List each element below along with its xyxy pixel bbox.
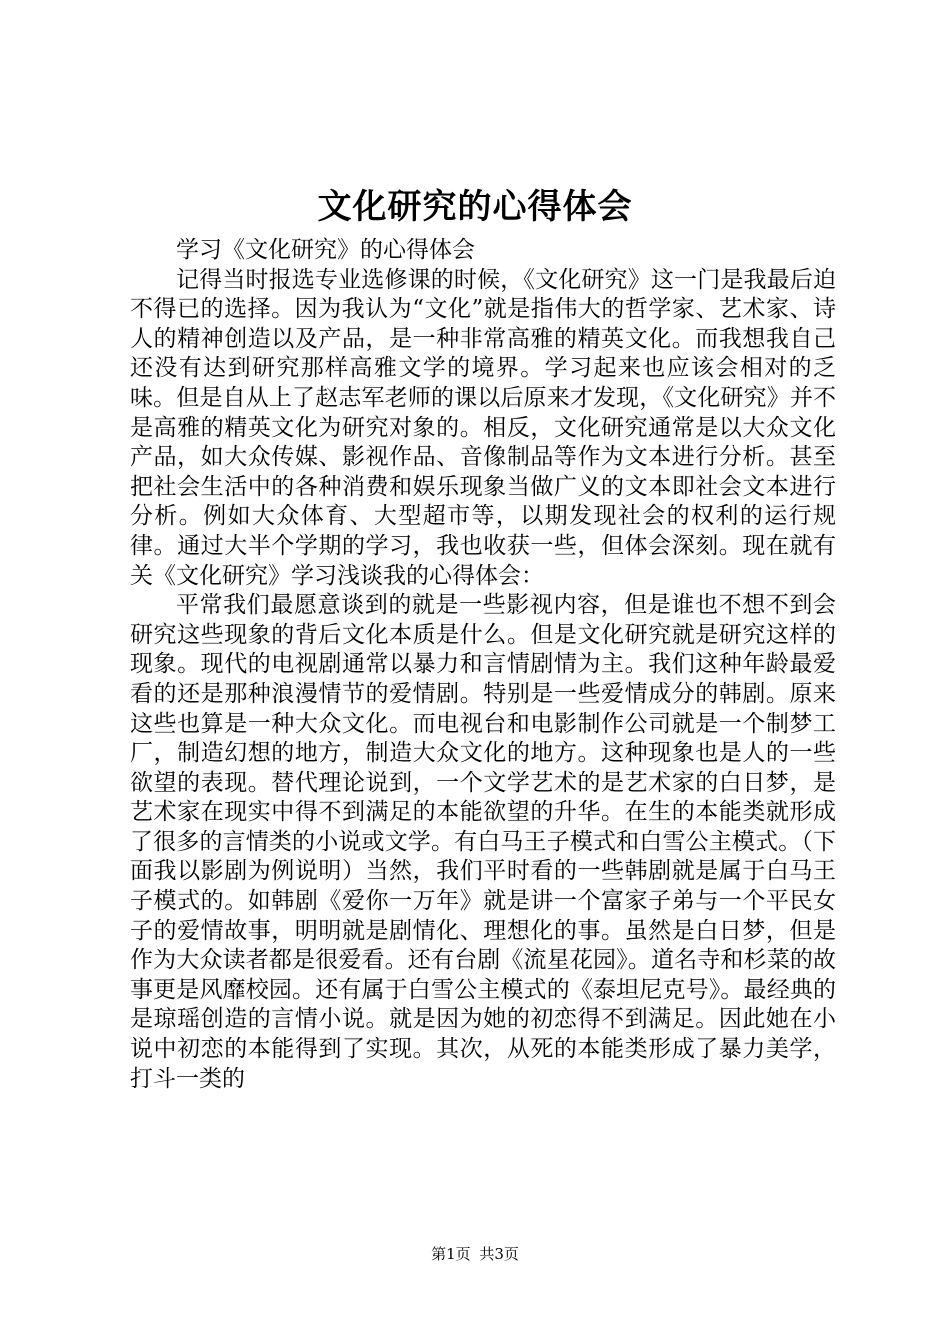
body-paragraph-1: 记得当时报选专业选修课的时候，《文化研究》这一门是我最后迫不得已的选择。因为我认为“文化”就是指伟大的哲学家、艺术家、诗人的精神创造以及产品，是一种非常高雅的精英文化。而我想我自己还没有达到研究那样高雅文学的境界。学习起来也应该会相对的乏味。但是自从上了赵志军老师的课以后原来才发现，《文化研究》并不是高雅的精英文化为研究对象的。相反，文化研究通常是以大众文化产品，如大众传媒、影视作品、音像制品等作为文本进行分析。甚至把社会生活中的各种消费和娱乐现象当做广义的文本即社会文本进行分析。例如大众体育、大型超市等，以期发现社会的权利的运行规律。通过大半个学期的学习，我也收获一些，但体会深刻。现在就有关《文化研究》学习浅谈我的心得体会： xyxy=(130,266,836,589)
document-body xyxy=(130,236,836,1094)
body-paragraph-2: 平常我们最愿意谈到的就是一些影视内容，但是谁也不想不到会研究这些现象的背后文化本质是什么。但是文化研究就是研究这样的现象。现代的电视剧通常以暴力和言情剧情为主。我们这种年龄最爱看的还是那种浪漫情节的爱情剧。特别是一些爱情成分的韩剧。原来这些也算是一种大众文化。而电视台和电影制作公司就是一个制梦工厂，制造幻想的地方，制造大众文化的地方。这种现象也是人的一些欲望的表现。替代理论说到，一个文学艺术的是艺术家的白日梦，是艺术家在现实中得不到满足的本能欲望的升华。在生的本能类就形成了很多的言情类的小说或文学。有白马王子模式和白雪公主模式。（下面我以影剧为例说明）当然，我们平时看的一些韩剧就是属于白马王子模式的。如韩剧《爱你一万年》就是讲一个富家子弟与一个平民女子的爱情故事，明明就是剧情化、理想化的事。虽然是白日梦，但是作为大众读者都是很爱看。还有台剧《流星花园》。道名寺和杉菜的故事更是风靡校园。还有属于白雪公主模式的《泰坦尼克号》。最经典的是琼瑶创造的言情小说。就是因为她的初恋得不到满足。因此她在小说中初恋的本能得到了实现。其次，从死的本能类形成了暴力美学，打斗一类的 xyxy=(130,592,836,1092)
page-total: 共3页 xyxy=(479,1245,519,1263)
document-title: 文化研究的心得体会 xyxy=(317,187,633,227)
subtitle-paragraph: 学习《文化研究》的心得体会 xyxy=(176,237,475,263)
page-number: 第1页 xyxy=(431,1245,471,1263)
page-footer xyxy=(0,1244,950,1264)
